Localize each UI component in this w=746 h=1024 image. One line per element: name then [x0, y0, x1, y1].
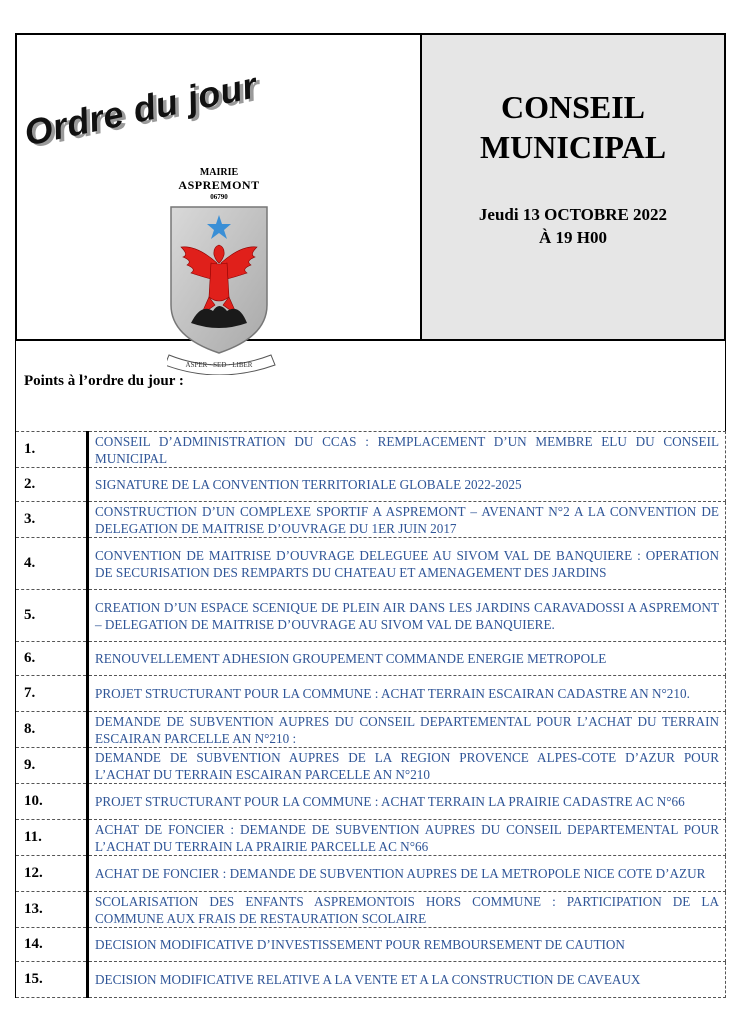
mairie-label — [167, 167, 271, 201]
agenda-item-number: 15. — [16, 962, 88, 998]
agenda-item-text: ACHAT DE FONCIER : DEMANDE DE SUBVENTION AUPRES DE LA METROPOLE NICE COTE D’AZUR — [88, 856, 726, 892]
date-line1: Jeudi 13 OCTOBRE 2022 — [478, 205, 668, 224]
conseil-municipal-title — [422, 87, 724, 167]
agenda-item-text: DEMANDE DE SUBVENTION AUPRES DU CONSEIL DEPARTEMENTAL POUR L’ACHAT DU TERRAIN ESCAIRAN PARCELLE AN N°210 : — [88, 712, 726, 748]
agenda-row — [16, 642, 726, 676]
agenda-item-number: 1. — [16, 432, 88, 468]
agenda-row — [16, 784, 726, 820]
agenda-item-number: 5. — [16, 590, 88, 642]
header-box — [15, 33, 726, 369]
agenda-item-text: PROJET STRUCTURANT POUR LA COMMUNE : ACHAT TERRAIN ESCAIRAN CADASTRE AN N°210. — [88, 676, 726, 712]
conseil-line1: CONSEIL — [500, 89, 646, 125]
mairie-line2: ASPREMONT — [178, 178, 260, 192]
agenda-row — [16, 820, 726, 856]
agenda-item-number: 11. — [16, 820, 88, 856]
agenda-body — [16, 432, 726, 998]
agenda-item-text: ACHAT DE FONCIER : DEMANDE DE SUBVENTION AUPRES DU CONSEIL DEPARTEMENTAL POUR L’ACHAT DU TERRAIN LA PRAIRIE PARCELLE AC N°66 — [88, 820, 726, 856]
agenda-item-number: 7. — [16, 676, 88, 712]
agenda-item-number: 6. — [16, 642, 88, 676]
agenda-item-number: 2. — [16, 468, 88, 502]
agenda-row — [16, 538, 726, 590]
agenda-item-number: 9. — [16, 748, 88, 784]
agenda-item-text: RENOUVELLEMENT ADHESION GROUPEMENT COMMANDE ENERGIE METROPOLE — [88, 642, 726, 676]
agenda-item-text: CREATION D’UN ESPACE SCENIQUE DE PLEIN AIR DANS LES JARDINS CARAVADOSSI A ASPREMONT – DELEGATION DE MAITRISE D’OUVRAGE AU SIVOM VAL DE BANQUIERE. — [88, 590, 726, 642]
agenda-row — [16, 676, 726, 712]
points-section — [15, 341, 726, 431]
agenda-row — [16, 712, 726, 748]
agenda-item-text: CONSTRUCTION D’UN COMPLEXE SPORTIF A ASPREMONT – AVENANT N°2 A LA CONVENTION DE DELEGATION DE MAITRISE D’OUVRAGE DU 1ER JUIN 2017 — [88, 502, 726, 538]
agenda-row — [16, 856, 726, 892]
mairie-line1: MAIRIE — [199, 167, 239, 178]
agenda-item-number: 3. — [16, 502, 88, 538]
agenda-item-number: 8. — [16, 712, 88, 748]
agenda-item-number: 4. — [16, 538, 88, 590]
points-title: Points à l’ordre du jour : — [24, 373, 184, 389]
agenda-row — [16, 928, 726, 962]
header-right-panel — [422, 35, 724, 339]
agenda-item-text: SIGNATURE DE LA CONVENTION TERRITORIALE GLOBALE 2022-2025 — [88, 468, 726, 502]
agenda-item-text: DECISION MODIFICATIVE D’INVESTISSEMENT POUR REMBOURSEMENT DE CAUTION — [88, 928, 726, 962]
mairie-line3: 06790 — [210, 193, 228, 201]
agenda-item-text: SCOLARISATION DES ENFANTS ASPREMONTOIS HORS COMMUNE : PARTICIPATION DE LA COMMUNE AUX FRAIS DE RESTAURATION SCOLAIRE — [88, 892, 726, 928]
agenda-row — [16, 962, 726, 998]
ordre-du-jour-title: Ordre du jour — [20, 64, 261, 154]
agenda-item-text: PROJET STRUCTURANT POUR LA COMMUNE : ACHAT TERRAIN LA PRAIRIE CADASTRE AC N°66 — [88, 784, 726, 820]
agenda-item-text: CONSEIL D’ADMINISTRATION DU CCAS : REMPLACEMENT D’UN MEMBRE ELU DU CONSEIL MUNICIPAL — [88, 432, 726, 468]
date-line2: À 19 H00 — [539, 228, 607, 247]
agenda-row — [16, 892, 726, 928]
agenda-row — [16, 590, 726, 642]
agenda-item-number: 10. — [16, 784, 88, 820]
agenda-item-text: CONVENTION DE MAITRISE D’OUVRAGE DELEGUEE AU SIVOM VAL DE BANQUIERE : OPERATION DE SECURISATION DES REMPARTS DU CHATEAU ET AMENAGEMENT DES JARDINS — [88, 538, 726, 590]
agenda-item-text: DEMANDE DE SUBVENTION AUPRES DE LA REGION PROVENCE ALPES-COTE D’AZUR POUR L’ACHAT DU TERRAIN ESCAIRAN PARCELLE AN N°210 — [88, 748, 726, 784]
agenda-table — [15, 431, 726, 998]
agenda-row — [16, 502, 726, 538]
agenda-row — [16, 748, 726, 784]
conseil-line2: MUNICIPAL — [479, 129, 667, 165]
agenda-item-number: 13. — [16, 892, 88, 928]
meeting-date — [422, 203, 724, 249]
agenda-row — [16, 432, 726, 468]
agenda-row — [16, 468, 726, 502]
motto-text: ASPER · SED · LIBER — [185, 361, 253, 369]
agenda-item-number: 14. — [16, 928, 88, 962]
header-left-panel — [17, 35, 422, 369]
agenda-item-number: 12. — [16, 856, 88, 892]
agenda-item-text: DECISION MODIFICATIVE RELATIVE A LA VENTE ET A LA CONSTRUCTION DE CAVEAUX — [88, 962, 726, 998]
